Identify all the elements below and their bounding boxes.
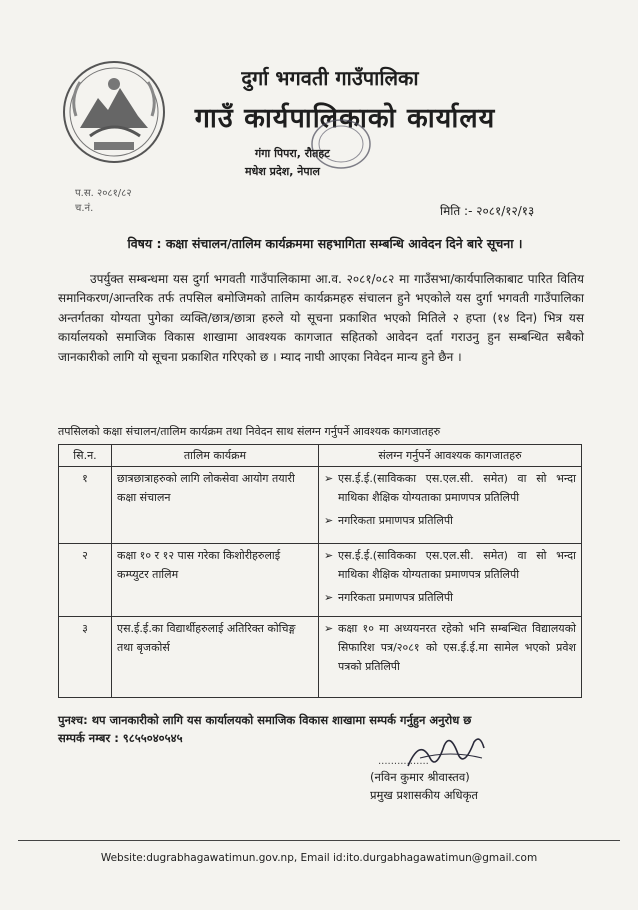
table-caption: तपसिलको कक्षा संचालन/तालिम कार्यक्रम तथा निवेदन साथ संलग्न गर्नुपर्ने आवश्यक कागजातहरु [58, 425, 441, 438]
footer-divider [18, 840, 620, 841]
arrow-bullet-icon: ➢ [324, 472, 334, 485]
postscript-note: पुनश्च: थप जानकारीको लागि यस कार्यालयको समाजिक विकास शाखामा सम्पर्क गर्नुहुन अनुरोध छ [58, 713, 472, 727]
header-documents: संलग्न गर्नुपर्ने आवश्यक कागजातहरु [319, 445, 582, 467]
address-line-1: गंगा पिपरा, रौतहट [255, 147, 330, 160]
arrow-bullet-icon: ➢ [324, 622, 334, 635]
table-row [59, 544, 582, 617]
requirement-item: ➢ एस.ई.ई.(साविकका एस.एल.सी. समेत) वा सो भन्दा माथिका शैक्षिक योग्यताका प्रमाणपत्र प्रतिलिपी [324, 469, 576, 507]
header-program: तालिम कार्यक्रम [112, 445, 319, 467]
notice-date: मिति :- २०८१/१२/१३ [440, 204, 535, 218]
notice-subject: विषय : कक्षा संचालन/तालिम कार्यक्रममा सहभागिता सम्बन्धि आवेदन दिने बारे सूचना । [127, 236, 523, 251]
table-row [59, 617, 582, 698]
body-paragraph: उपर्युक्त सम्बन्धमा यस दुर्गा भगवती गाउँपालिकामा आ.व. २०८१/०८२ मा गाउँसभा/कार्यपालिकाबाट पारित वितिय समानिकरण/आन्तरिक तर्फ तपसिल बमोजिमको तालिम कार्यक्रमहरु संचालन हुने भएकोले यस दुर्गा भगवती गाउँपालिका अन्तर्गतका योग्यता पुगेका व्यक्ति/छात्र/छात्रा हरुले यो सूचना प्रकाशित भएको मितिले २ हप्ता (१४ दिन) भित्र यस कार्यालयको समाजिक विकास शाखामा आवश्यक कागजात सहितको आवेदन दर्ता गराउनु हुन सम्बन्धित सबैको जानकारीको लागि यो सूचना प्रकाशित गरिएको छ । म्याद नाघी आएका निवेदन मान्य हुने छैन । [58, 272, 584, 364]
requirements-table [58, 444, 582, 698]
ps-value: २०८१/८२ [97, 188, 132, 199]
table-header-row [59, 445, 582, 467]
arrow-bullet-icon: ➢ [324, 591, 334, 604]
contact-number: सम्पर्क नम्बर : ९८५५०४०५४५ [58, 731, 183, 745]
row-serial: २ [59, 544, 112, 617]
row-serial: ३ [59, 617, 112, 698]
row-program: छात्रछात्राहरुको लागि लोकसेवा आयोग तयारी कक्षा संचालन [112, 467, 319, 544]
office-stamp-icon [310, 118, 372, 170]
municipality-name: दुर्गा भगवती गाउँपालिका [241, 66, 419, 90]
requirement-item: ➢ नगरिकता प्रमाणपत्र प्रतिलिपी [324, 511, 576, 530]
signatory-name: (नविन कुमार श्रीवास्तव) [370, 770, 470, 784]
row-program: कक्षा १० र १२ पास गरेका किशोरीहरुलाई कम्प्युटर तालिम [112, 544, 319, 617]
ps-label: प.स. [75, 188, 94, 199]
footer-contact: Website:dugrabhagawatimun.gov.np, Email id:ito.durgabhagawatimun@gmail.com [100, 852, 538, 864]
requirement-item: ➢ नगरिकता प्रमाणपत्र प्रतिलिपी [324, 588, 576, 607]
row-documents [319, 467, 582, 544]
reference-ps [75, 185, 132, 199]
signature-dots: ................ [378, 756, 429, 767]
row-program: एस.ई.ई.का विद्यार्थीहरुलाई अतिरिक्त कोचिङ्ग तथा बृजकोर्स [112, 617, 319, 698]
reference-cn: च.नं. [75, 203, 94, 214]
arrow-bullet-icon: ➢ [324, 549, 334, 562]
signatory-title: प्रमुख प्रशासकीय अधिकृत [370, 788, 478, 802]
requirement-item: ➢ एस.ई.ई.(साविकका एस.एल.सी. समेत) वा सो भन्दा माथिका शैक्षिक योग्यताका प्रमाणपत्र प्रतिलिपी [324, 546, 576, 584]
office-title: गाउँ कार्यपालिकाको कार्यालय [194, 103, 496, 134]
row-serial: १ [59, 467, 112, 544]
requirement-item: ➢ कक्षा १० मा अध्ययनरत रहेको भनि सम्बन्धित विद्यालयको सिफारिश पत्र/२०८१ को एस.ई.ई.मा सामेल भएको प्रवेश पत्रको प्रतिलिपी [324, 619, 576, 676]
arrow-bullet-icon: ➢ [324, 514, 334, 527]
table-row [59, 467, 582, 544]
address-line-2: मधेश प्रदेश, नेपाल [245, 165, 320, 178]
row-documents [319, 617, 582, 698]
notice-body [58, 270, 584, 367]
row-documents [319, 544, 582, 617]
header-serial: सि.न. [59, 445, 112, 467]
